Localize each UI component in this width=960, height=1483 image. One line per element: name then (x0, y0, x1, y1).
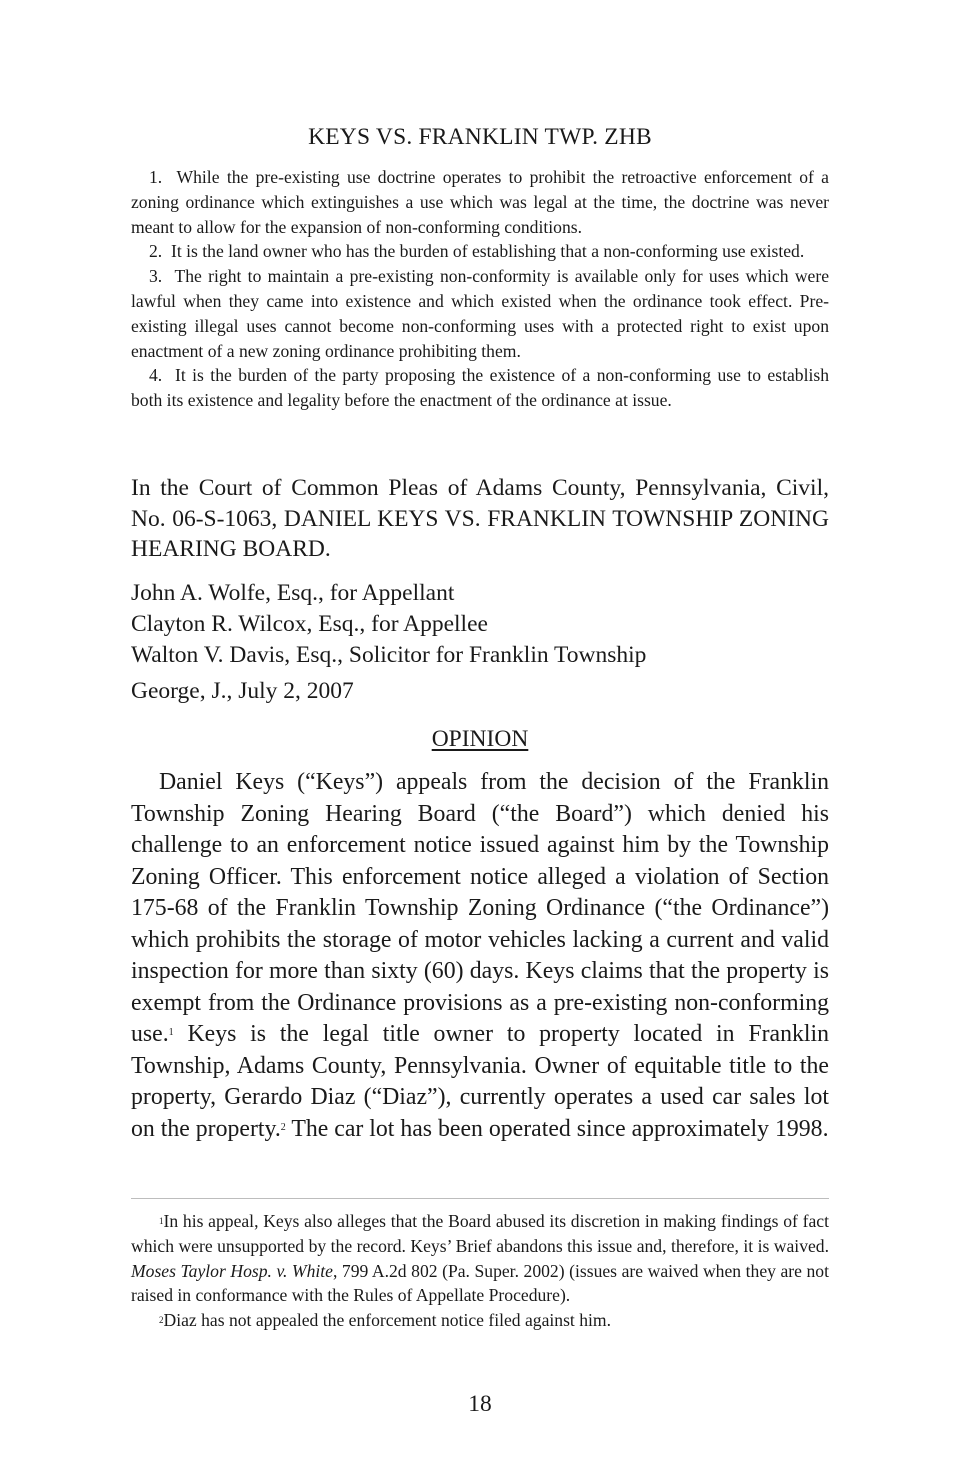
headnote-number: 2. (149, 241, 163, 262)
counsel-list (131, 578, 829, 671)
footnote-mark: 1 (159, 1216, 164, 1226)
headnote-text: It is the burden of the party proposing the existence of a non-conforming use to establish both its existence and legality before the enactment of the ordinance at issue. (131, 365, 830, 411)
judge-date-line: George, J., July 2, 2007 (131, 678, 354, 704)
footnote-text: In his appeal, Keys also alleges that the Board abused its discretion in making findings of fact which were unsupported by the record. Keys’ Brief abandons this issue and, therefore, it is waived. (131, 1211, 829, 1256)
footnote-ref-2: 2 (280, 1121, 286, 1133)
headnote-4 (131, 363, 829, 413)
opinion-heading-text: OPINION (431, 726, 529, 752)
headnote-number: 4. (149, 365, 163, 386)
page-number: 18 (468, 1391, 492, 1417)
headnote-text: It is the land owner who has the burden of establishing that a non-conforming use existed. (171, 241, 805, 262)
counsel-appellee: Clayton R. Wilcox, Esq., for Appellee (131, 611, 488, 637)
headnote-3 (131, 264, 829, 363)
counsel-solicitor: Walton V. Davis, Esq., Solicitor for Franklin Township (131, 642, 647, 668)
headnote-number: 3. (149, 266, 163, 287)
headnote-text: While the pre-existing use doctrine operates to prohibit the retroactive enforcement of a zoning ordinance which extinguishes a use which was legal at the time, the doctrine was never meant to allow for the expansion of non-conforming conditions. (131, 167, 829, 237)
footnote-ref-1: 1 (168, 1027, 174, 1038)
footnote-2 (131, 1308, 829, 1333)
footnote-text: Diaz has not appealed the enforcement notice filed against him. (163, 1310, 611, 1331)
opinion-paragraph (131, 767, 829, 1145)
footnotes (131, 1209, 829, 1333)
headnote-1 (131, 165, 829, 239)
footnote-mark: 2 (159, 1315, 164, 1326)
footnote-text-cont: , 799 A.2d 802 (Pa. Super. 2002) (issues are waived when they are not raised in conformance with the Rules of Appellate Procedure). (131, 1260, 829, 1306)
footnote-divider (131, 1198, 829, 1199)
running-head: KEYS VS. FRANKLIN TWP. ZHB (308, 124, 652, 150)
opinion-text-2: Keys is the legal title owner to property located in Franklin Township, Adams County, Pennsylvania. Owner of equitable title to the property, Gerardo Diaz (“Diaz”), currently operates a used car sales lot on the property. (131, 1021, 829, 1142)
case-citation-name: Moses Taylor Hosp. v. White (131, 1260, 333, 1281)
footnote-1 (131, 1209, 829, 1308)
counsel-appellant: John A. Wolfe, Esq., for Appellant (131, 580, 455, 606)
headnotes (131, 165, 829, 413)
case-caption: In the Court of Common Pleas of Adams County, Pennsylvania, Civil, No. 06-S-1063, DANIEL KEYS VS. FRANKLIN TOWNSHIP ZONING HEARING BOARD. (131, 475, 829, 562)
headnote-2 (131, 239, 829, 264)
headnote-number: 1. (149, 167, 163, 187)
opinion-text-3: The car lot has been operated since approximately 1998. (285, 1115, 829, 1142)
opinion-text-1: Daniel Keys (“Keys”) appeals from the decision of the Franklin Township Zoning Hearing Board (“the Board”) which denied his challenge to an enforcement notice issued against him by the Township Zoning Officer. This enforcement notice alleged a violation of Section 175-68 of the Franklin Township Zoning Ordinance (“the Ordinance”) which prohibits the storage of motor vehicles lacking a current and valid inspection for more than sixty (60) days. Keys claims that the property is exempt from the Ordinance provisions as a pre-existing non-conforming use. (131, 769, 829, 1047)
headnote-text: The right to maintain a pre-existing non-conformity is available only for uses which were lawful when they came into existence and which existed when the ordinance took effect. Pre-existing illegal uses cannot become non-conforming uses with a protected right to exist upon enactment of a new zoning ordinance prohibiting them. (131, 266, 830, 361)
opinion-heading (131, 726, 829, 753)
